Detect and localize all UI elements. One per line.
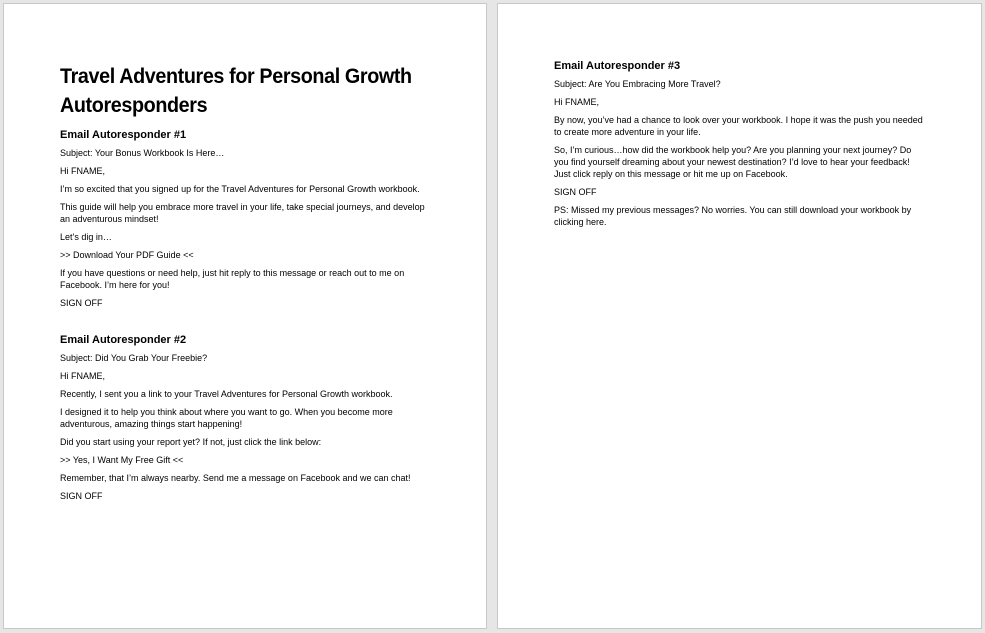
email-3-heading: Email Autoresponder #3	[554, 60, 681, 72]
email-1-signoff: SIGN OFF	[60, 298, 103, 308]
email-2-paragraph: I designed it to help you think about where you want to go. When you become more adventurous, amazing things start happening!	[60, 407, 393, 429]
document-page-1	[3, 3, 487, 629]
email-1-paragraph: I’m so excited that you signed up for the Travel Adventures for Personal Growth workbook.	[60, 184, 420, 194]
email-3-greeting: Hi FNAME,	[554, 97, 599, 107]
email-3-subject: Subject: Are You Embracing More Travel?	[554, 79, 721, 89]
email-3-paragraph: By now, you’ve had a chance to look over your workbook. I hope it was the push you needed to create more adventure in your life.	[554, 115, 923, 137]
email-1-subject: Subject: Your Bonus Workbook Is Here…	[60, 148, 225, 158]
document-page-2	[497, 3, 982, 629]
email-1-paragraph: Let’s dig in…	[60, 232, 112, 242]
email-1-heading: Email Autoresponder #1	[60, 129, 187, 141]
section-spacer	[60, 315, 432, 334]
email-1-greeting: Hi FNAME,	[60, 166, 105, 176]
email-3-paragraph: So, I’m curious…how did the workbook help you? Are you planning your next journey? Do you find yourself dreaming about your newest destination? I’d love to hear your feedback! Just click reply on this message or hit me up on Facebook.	[554, 145, 912, 179]
email-2-paragraph: Did you start using your report yet? If not, just click the link below:	[60, 437, 322, 447]
email-2-greeting: Hi FNAME,	[60, 371, 105, 381]
email-2-paragraph: Recently, I sent you a link to your Travel Adventures for Personal Growth workbook.	[60, 389, 393, 399]
email-2-gift-link: >> Yes, I Want My Free Gift <<	[60, 455, 184, 465]
email-3-signoff: SIGN OFF	[554, 187, 597, 197]
email-2-heading: Email Autoresponder #2	[60, 334, 187, 346]
email-3-postscript: PS: Missed my previous messages? No worries. You can still download your workbook by clicking here.	[554, 205, 912, 227]
email-section-2	[60, 334, 432, 502]
email-section-1	[60, 129, 432, 309]
email-1-download-link: >> Download Your PDF Guide <<	[60, 250, 194, 260]
document-title: Travel Adventures for Personal Growth Autoresponders	[60, 65, 412, 117]
page-2-content	[554, 60, 926, 234]
email-section-3	[554, 60, 926, 228]
email-2-paragraph: Remember, that I’m always nearby. Send me a message on Facebook and we can chat!	[60, 473, 411, 483]
email-2-subject: Subject: Did You Grab Your Freebie?	[60, 353, 208, 363]
page-1-content	[60, 62, 432, 508]
email-1-paragraph: This guide will help you embrace more travel in your life, take special journeys, and develop an adventurous mindset!	[60, 202, 425, 224]
email-2-signoff: SIGN OFF	[60, 491, 103, 501]
email-1-paragraph: If you have questions or need help, just hit reply to this message or reach out to me on Facebook. I’m here for you!	[60, 268, 405, 290]
